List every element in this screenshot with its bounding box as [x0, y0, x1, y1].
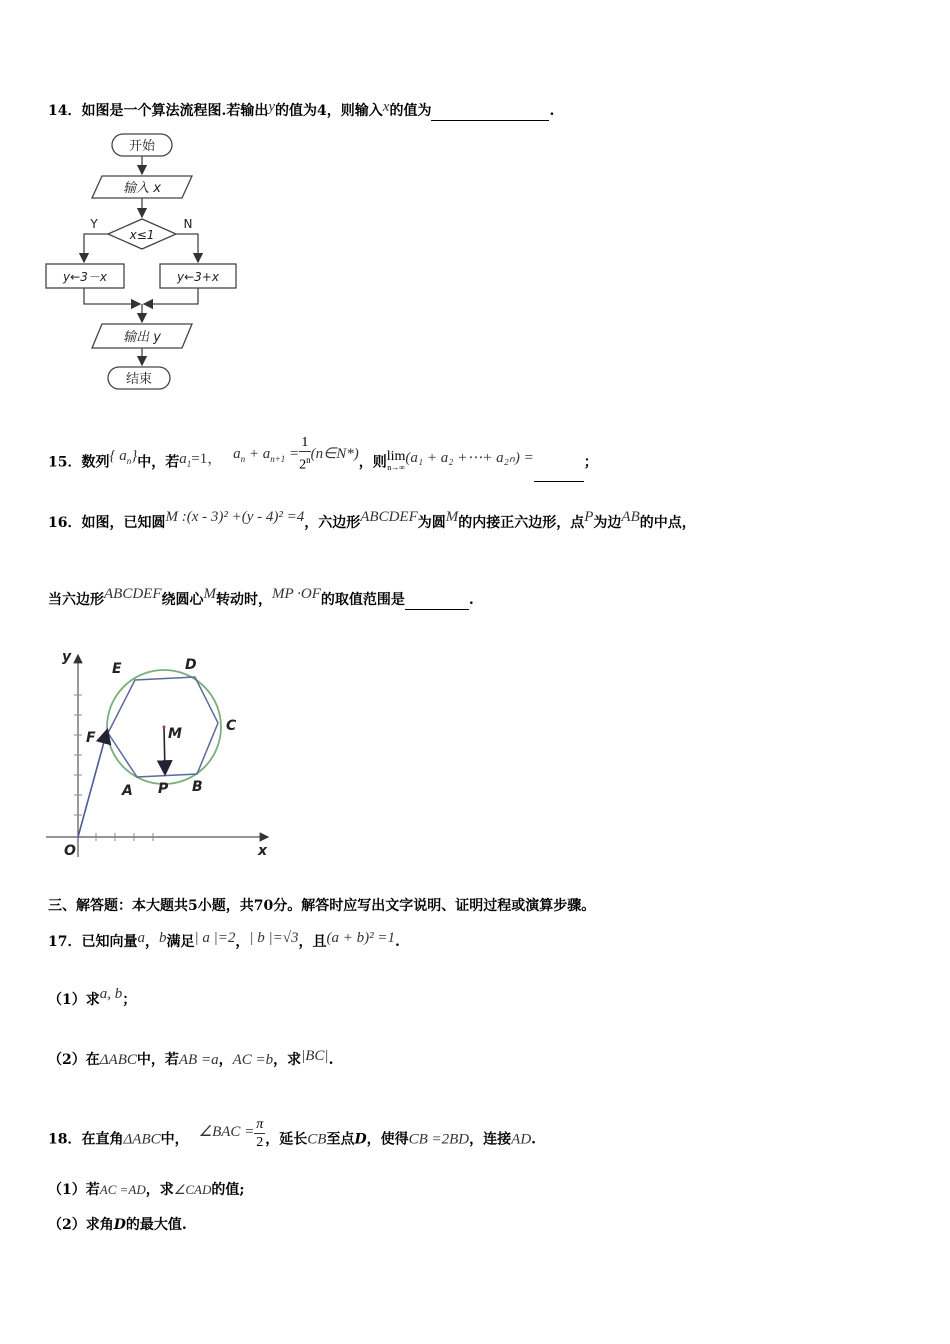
q17-line: 17．已知向量a，b满足| a |=2，| b |=√3，且(a + b)² =1. [48, 930, 400, 950]
hexagon-figure [40, 645, 280, 865]
q15-number: 15． [48, 454, 82, 471]
q15-line: 15．数列{ $a_n$}中，若$a_1=1$， $a_n + a_{n+1}$ = $\frac{1}{2^n}$ (n∈N*)，则 lim n→∞ (a₁ + a₂ +⋯+ a₂ₙ) = ； [48, 443, 598, 482]
q15-recurrence: $a_n + a_{n+1}$ = [233, 446, 300, 465]
q18-line: 18．在直角ΔABC中， ∠BAC = $\frac{\pi}{2}$ ，延长CB至点D，使得CB =2BD，连接AD. [48, 1117, 537, 1150]
flow-input-text: 输入 x [123, 181, 161, 196]
q18-part1: （1）若AC =AD，求∠CAD的值; [48, 1182, 245, 1198]
q18-pi-fraction: $\frac{\pi}{2}$ [256, 1117, 264, 1150]
vector-OF [78, 731, 107, 837]
q16-line-1: 16．如图，已知圆M :(x - 3)² +(y - 4)² =4，六边形ABCDEF为圆M的内接正六边形，点P为边AB的中点， [48, 509, 696, 531]
q17-part2: （2）在ΔABC中，若AB =a，AC =b，求|BC|. [48, 1048, 334, 1068]
q15-fraction: $\frac{1}{2^n}$ [299, 435, 311, 473]
q18-number: 18． [48, 1131, 82, 1148]
q14-line: 14．如图是一个算法流程图.若输出y的值为4，则输入x的值为 . [48, 99, 555, 119]
label-C: C [226, 718, 237, 734]
flow-cond-text: x≤1 [129, 228, 155, 242]
q16-number: 16． [48, 515, 82, 531]
label-F: F [86, 730, 96, 746]
q15-answer-blank[interactable] [534, 481, 584, 482]
flow-start-text: 开始 [128, 139, 156, 154]
label-A: A [122, 783, 133, 799]
q16-line-2: 当六边形ABCDEF绕圆心M转动时，MP ·OF的取值范围是 . [48, 586, 474, 608]
q14-number: 14． [48, 103, 82, 119]
q15-limit: lim n→∞ [386, 449, 406, 473]
flow-end-text: 结束 [125, 372, 153, 387]
label-D: D [185, 657, 197, 673]
flowchart [40, 128, 250, 396]
q17-part1: （1）求a, b； [48, 986, 137, 1008]
label-x: x [258, 843, 268, 859]
q16-answer-blank[interactable] [405, 609, 469, 610]
flow-no-text: N [183, 217, 193, 231]
label-P: P [158, 781, 169, 797]
q18-part2: （2）求角D的最大值. [48, 1217, 187, 1233]
label-B: B [192, 779, 203, 795]
vector-MP [164, 727, 165, 773]
flow-output-text: 输出 y [123, 330, 161, 345]
label-O: O [64, 843, 76, 859]
q14-answer-blank[interactable] [431, 120, 549, 121]
label-E: E [112, 661, 122, 677]
q17-number: 17． [48, 934, 82, 950]
label-M: M [168, 726, 182, 742]
center-M-point [163, 726, 166, 729]
section-heading: 三、解答题：本大题共5小题，共70分。解答时应写出文字说明、证明过程或演算步骤。 [48, 898, 596, 914]
flow-left-text: y←3－x [63, 270, 107, 284]
label-y: y [62, 649, 72, 665]
flow-right-text: y←3+x [177, 270, 219, 284]
flow-yes-text: Y [90, 217, 98, 231]
